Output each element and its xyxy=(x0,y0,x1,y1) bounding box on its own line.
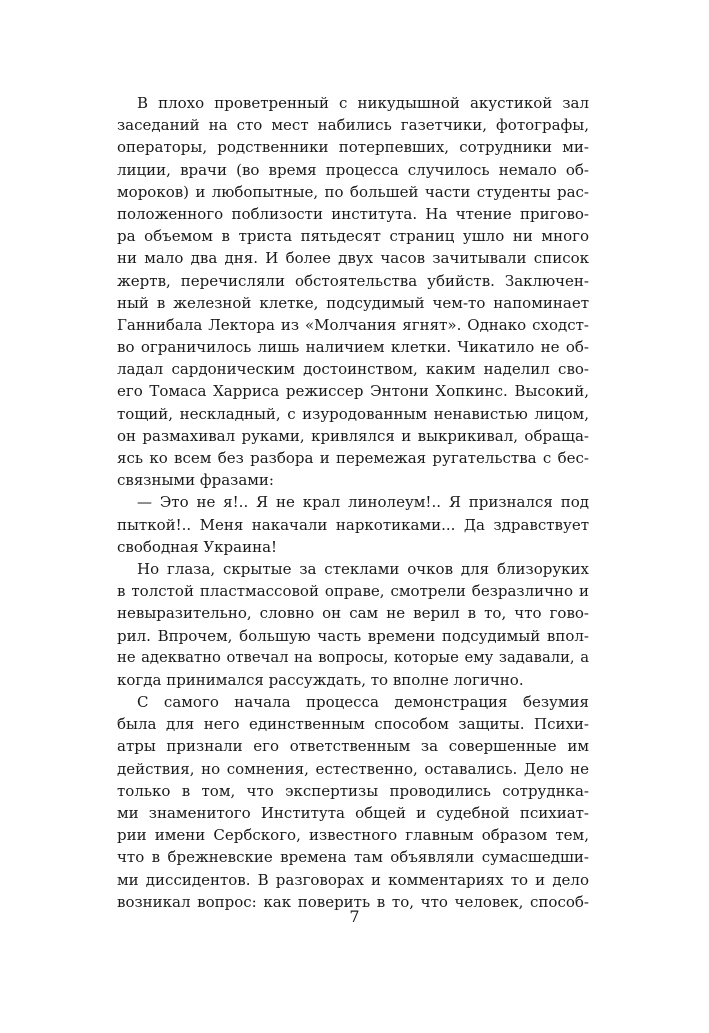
text-line: Но глаза, скрытые за стеклами очков для близоруких xyxy=(137,559,589,578)
text-line: ми знаменитого Института общей и судебной психиат- xyxy=(117,804,589,822)
text-line: невыразительно, словно он сам не верил в то, что гово- xyxy=(117,604,589,623)
text-line: возникал вопрос: как поверить в то, что человек, способ- xyxy=(117,892,589,911)
text-line: не адекватно отвечал на вопросы, которые ему задавали, а xyxy=(117,648,589,666)
text-line: только в том, что экспертизы проводились сотруднка- xyxy=(117,781,589,800)
text-line: — Это не я!.. Я не крал линолеум!.. Я признался под xyxy=(137,493,589,512)
text-line: ми диссидентов. В разговорах и комментариях то и дело xyxy=(117,870,589,889)
text-line: лиции, врачи (во время процесса случилось немало об- xyxy=(117,160,589,179)
text-line: пыткой!.. Меня накачали наркотиками... Да здравствует xyxy=(117,515,589,534)
text-line: связными фразами: xyxy=(117,471,274,490)
text-line: была для него единственным способом защиты. Психи- xyxy=(117,715,589,734)
text-line: операторы, родственники потерпевших, сотрудники ми- xyxy=(117,138,589,157)
text-line: жертв, перечисляли обстоятельства убийств. Заключен- xyxy=(117,271,589,290)
text-line: рии имени Сербского, известного главным образом тем, xyxy=(117,826,589,845)
text-line: атры признали его ответственным за совершенные им xyxy=(117,737,589,756)
text-line: положенного поблизости института. На чтение пригово- xyxy=(117,204,589,223)
body-text xyxy=(117,92,589,913)
text-line: свободная Украина! xyxy=(117,537,278,556)
text-line: во ограничилось лишь наличием клетки. Чикатило не об- xyxy=(117,338,589,357)
text-line: ра объемом в триста пятьдесят страниц ушло ни много xyxy=(117,227,589,246)
text-line: заседаний на сто мест набились газетчики, фотографы, xyxy=(117,116,589,135)
text-line: В плохо проветренный с никудышной акустикой зал xyxy=(137,94,589,112)
text-line: его Томаса Харриса режиссер Энтони Хопкинс. Высокий, xyxy=(117,382,589,401)
text-line: Ганнибала Лектора из «Молчания ягнят». Однако сходст- xyxy=(117,315,589,334)
text-line: рил. Впрочем, большую часть времени подсудимый впол- xyxy=(117,626,589,645)
text-line: в толстой пластмассовой оправе, смотрели безразлично и xyxy=(117,582,589,601)
text-line: ный в железной клетке, подсудимый чем-то напоминает xyxy=(117,293,589,312)
text-line: он размахивал руками, кривлялся и выкрикивал, обраща- xyxy=(117,426,589,445)
text-line: С самого начала процесса демонстрация безумия xyxy=(137,693,589,712)
text-line: когда принимался рассуждать, то вполне логично. xyxy=(117,670,524,689)
text-line: тощий, нескладный, с изуродованным ненавистью лицом, xyxy=(117,404,589,423)
text-line: ни мало два дня. И более двух часов зачитывали список xyxy=(117,249,589,268)
page-number: 7 xyxy=(349,907,360,926)
text-line: ясь ко всем без разбора и перемежая ругательства с бес- xyxy=(117,449,589,467)
text-line: мороков) и любопытные, по большей части студенты рас- xyxy=(117,182,589,201)
text-line: ладал сардоническим достоинством, каким наделил сво- xyxy=(117,360,589,379)
text-line: действия, но сомнения, естественно, оставались. Дело не xyxy=(117,759,589,778)
text-line: что в брежневские времена там объявляли сумасшедши- xyxy=(117,848,589,867)
